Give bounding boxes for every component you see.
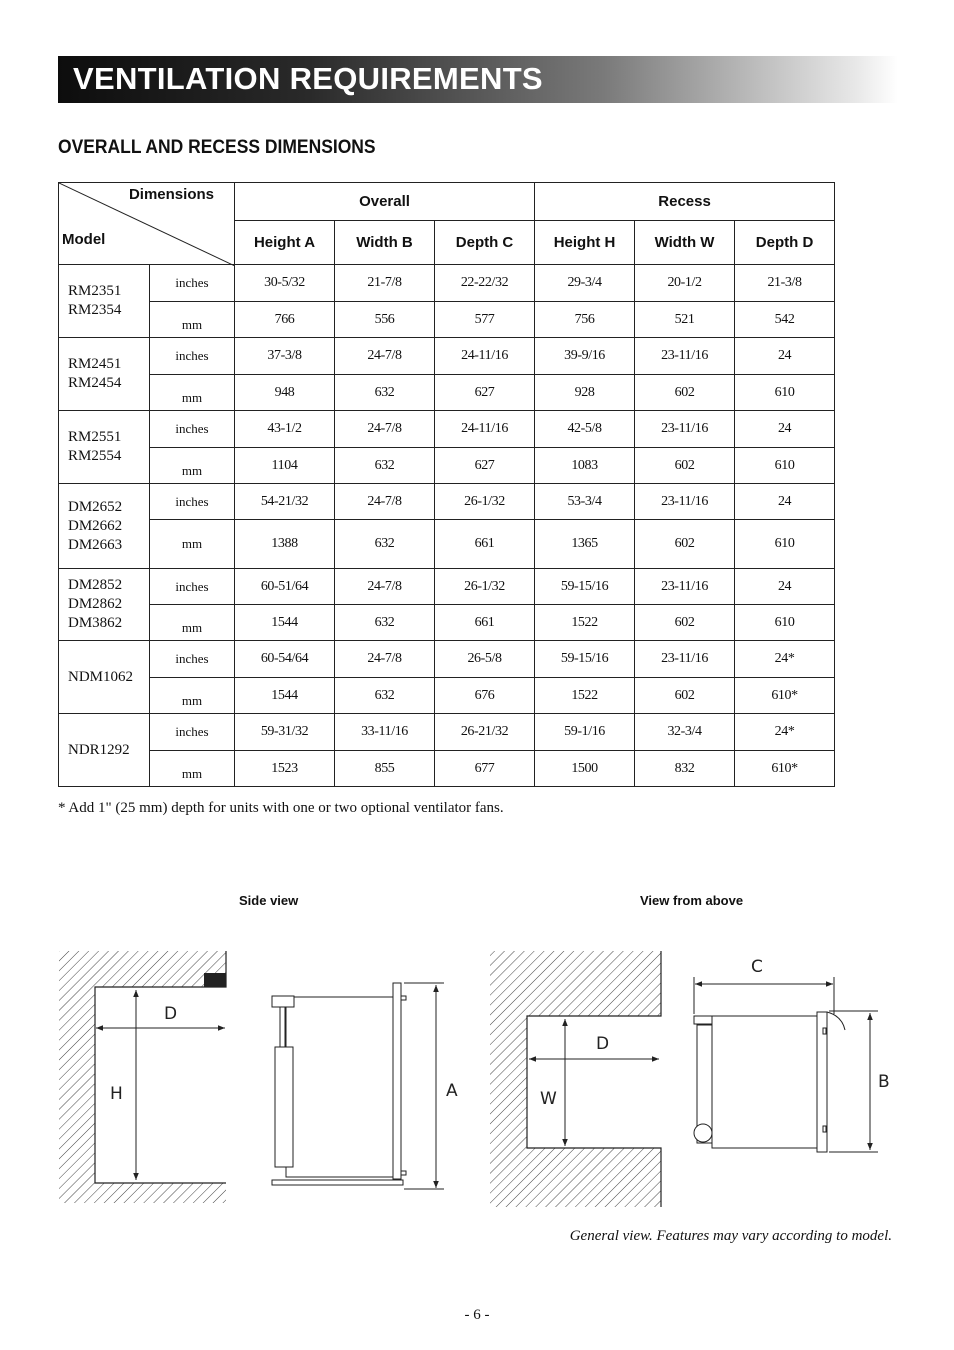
table-cell: 677 — [435, 751, 535, 787]
table-cell: 23-11/16 — [635, 484, 735, 520]
table-cell: 928 — [535, 375, 635, 411]
table-cell: 26-1/32 — [435, 569, 535, 605]
unit-label: mm — [150, 605, 235, 641]
model-name: DM2662 — [68, 517, 123, 534]
page-number: - 6 - — [464, 1307, 490, 1323]
top-view-caption: View from above — [640, 893, 744, 908]
side-recess-diagram — [59, 951, 226, 1203]
table-cell: 1522 — [535, 605, 635, 641]
table-cell: 24-11/16 — [435, 411, 535, 448]
model-name: DM2862 — [68, 596, 123, 612]
group-header-overall: Overall — [235, 183, 535, 221]
unit-label: mm — [150, 520, 235, 569]
table-cell: 24 — [735, 411, 835, 448]
table-cell: 24 — [735, 569, 835, 605]
label-h: H — [110, 1084, 123, 1104]
model-name: RM2351 — [68, 283, 122, 299]
table-cell: 661 — [435, 605, 535, 641]
table-cell: 24-7/8 — [335, 411, 435, 448]
side-view-caption: Side view — [239, 893, 299, 908]
label-d-top: D — [596, 1034, 610, 1054]
section-title: OVERALL AND RECESS DIMENSIONS — [58, 137, 376, 158]
table-cell: 632 — [335, 678, 435, 714]
table-cell: 23-11/16 — [635, 641, 735, 678]
table-cell: 1544 — [235, 605, 335, 641]
table-cell: 948 — [235, 375, 335, 411]
table-cell: 756 — [535, 302, 635, 338]
model-name: NDM1062 — [68, 668, 134, 685]
table-cell: 21-7/8 — [335, 265, 435, 302]
table-cell: 42-5/8 — [535, 411, 635, 448]
table-cell: 610 — [735, 375, 835, 411]
vent-block — [204, 973, 226, 987]
table-cell: 24-7/8 — [335, 641, 435, 678]
table-cell: 1500 — [535, 751, 635, 787]
column-header: Height A — [235, 221, 335, 265]
model-name: RM2451 — [68, 356, 122, 372]
table-cell: 60-54/64 — [235, 641, 335, 678]
table-cell: 43-1/2 — [235, 411, 335, 448]
page-title: VENTILATION REQUIREMENTS — [73, 61, 543, 96]
corner-dimensions-label: Dimensions — [128, 186, 214, 203]
table-cell: 542 — [735, 302, 835, 338]
table-cell: 1083 — [535, 448, 635, 484]
table-cell: 855 — [335, 751, 435, 787]
unit-label: mm — [150, 678, 235, 714]
label-w: W — [540, 1089, 557, 1109]
column-header: Width B — [335, 221, 435, 265]
model-name: DM2663 — [68, 536, 123, 553]
table-cell: 23-11/16 — [635, 411, 735, 448]
table-cell: 59-15/16 — [535, 569, 635, 605]
table-cell: 766 — [235, 302, 335, 338]
table-cell: 59-15/16 — [535, 641, 635, 678]
table-cell: 610* — [735, 751, 835, 787]
table-cell: 24-7/8 — [335, 484, 435, 520]
table-cell: 26-21/32 — [435, 714, 535, 751]
table-cell: 1388 — [235, 520, 335, 569]
table-cell: 610* — [735, 678, 835, 714]
table-cell: 632 — [335, 448, 435, 484]
unit-label: mm — [150, 375, 235, 411]
label-d: D — [164, 1004, 178, 1024]
label-b: B — [878, 1072, 890, 1092]
table-cell: 1523 — [235, 751, 335, 787]
table-cell: 59-31/32 — [235, 714, 335, 751]
column-header: Height H — [535, 221, 635, 265]
table-cell: 24 — [735, 484, 835, 520]
top-appliance-diagram — [694, 977, 878, 1152]
table-cell: 627 — [435, 375, 535, 411]
table-cell: 632 — [335, 520, 435, 569]
table-cell: 33-11/16 — [335, 714, 435, 751]
table-cell: 30-5/32 — [235, 265, 335, 302]
table-cell: 602 — [635, 605, 735, 641]
table-cell: 577 — [435, 302, 535, 338]
table-cell: 1104 — [235, 448, 335, 484]
table-cell: 1522 — [535, 678, 635, 714]
table-cell: 24-7/8 — [335, 338, 435, 375]
table-cell: 602 — [635, 375, 735, 411]
unit-label: inches — [150, 714, 235, 751]
table-cell: 661 — [435, 520, 535, 569]
table-cell: 24-11/16 — [435, 338, 535, 375]
table-footnote: * Add 1" (25 mm) depth for units with one or two optional ventilator fans. — [58, 800, 504, 816]
table-cell: 26-1/32 — [435, 484, 535, 520]
table-cell: 23-11/16 — [635, 569, 735, 605]
table-cell: 24-7/8 — [335, 569, 435, 605]
table-cell: 21-3/8 — [735, 265, 835, 302]
table-cell: 627 — [435, 448, 535, 484]
table-cell: 676 — [435, 678, 535, 714]
table-cell: 26-5/8 — [435, 641, 535, 678]
table-cell: 632 — [335, 375, 435, 411]
table-cell: 22-22/32 — [435, 265, 535, 302]
table-cell: 24* — [735, 641, 835, 678]
unit-label: inches — [150, 641, 235, 678]
column-header: Depth D — [735, 221, 835, 265]
table-cell: 39-9/16 — [535, 338, 635, 375]
unit-label: inches — [150, 484, 235, 520]
table-cell: 37-3/8 — [235, 338, 335, 375]
unit-label: inches — [150, 411, 235, 448]
table-cell: 1365 — [535, 520, 635, 569]
top-recess-diagram — [490, 951, 661, 1207]
corner-model-label: Model — [62, 231, 106, 248]
table-cell: 610 — [735, 448, 835, 484]
table-cell: 832 — [635, 751, 735, 787]
label-c: C — [751, 957, 763, 977]
model-name: DM2652 — [68, 498, 123, 515]
table-cell: 24 — [735, 338, 835, 375]
unit-label: mm — [150, 751, 235, 787]
label-a: A — [446, 1081, 458, 1101]
table-cell: 610 — [735, 605, 835, 641]
table-cell: 610 — [735, 520, 835, 569]
side-appliance-diagram — [272, 983, 444, 1189]
model-name: NDR1292 — [68, 741, 130, 758]
model-name: RM2551 — [68, 429, 122, 445]
column-header: Depth C — [435, 221, 535, 265]
table-cell: 23-11/16 — [635, 338, 735, 375]
table-cell: 54-21/32 — [235, 484, 335, 520]
table-cell: 632 — [335, 605, 435, 641]
model-name: RM2554 — [68, 448, 122, 464]
unit-label: inches — [150, 265, 235, 302]
table-cell: 24* — [735, 714, 835, 751]
unit-label: inches — [150, 569, 235, 605]
group-header-recess: Recess — [535, 183, 835, 221]
unit-label: mm — [150, 302, 235, 338]
unit-label: inches — [150, 338, 235, 375]
column-header: Width W — [635, 221, 735, 265]
model-name: RM2454 — [68, 375, 122, 391]
model-name: DM3862 — [68, 615, 123, 631]
table-cell: 53-3/4 — [535, 484, 635, 520]
table-cell: 1544 — [235, 678, 335, 714]
table-cell: 29-3/4 — [535, 265, 635, 302]
table-cell: 32-3/4 — [635, 714, 735, 751]
table-cell: 602 — [635, 448, 735, 484]
table-cell: 602 — [635, 678, 735, 714]
table-cell: 556 — [335, 302, 435, 338]
model-name: DM2852 — [68, 577, 123, 593]
unit-label: mm — [150, 448, 235, 484]
table-cell: 521 — [635, 302, 735, 338]
general-view-note: General view. Features may vary according to model. — [569, 1228, 892, 1244]
table-cell: 59-1/16 — [535, 714, 635, 751]
table-cell: 602 — [635, 520, 735, 569]
table-cell: 60-51/64 — [235, 569, 335, 605]
model-name: RM2354 — [68, 302, 122, 318]
table-cell: 20-1/2 — [635, 265, 735, 302]
